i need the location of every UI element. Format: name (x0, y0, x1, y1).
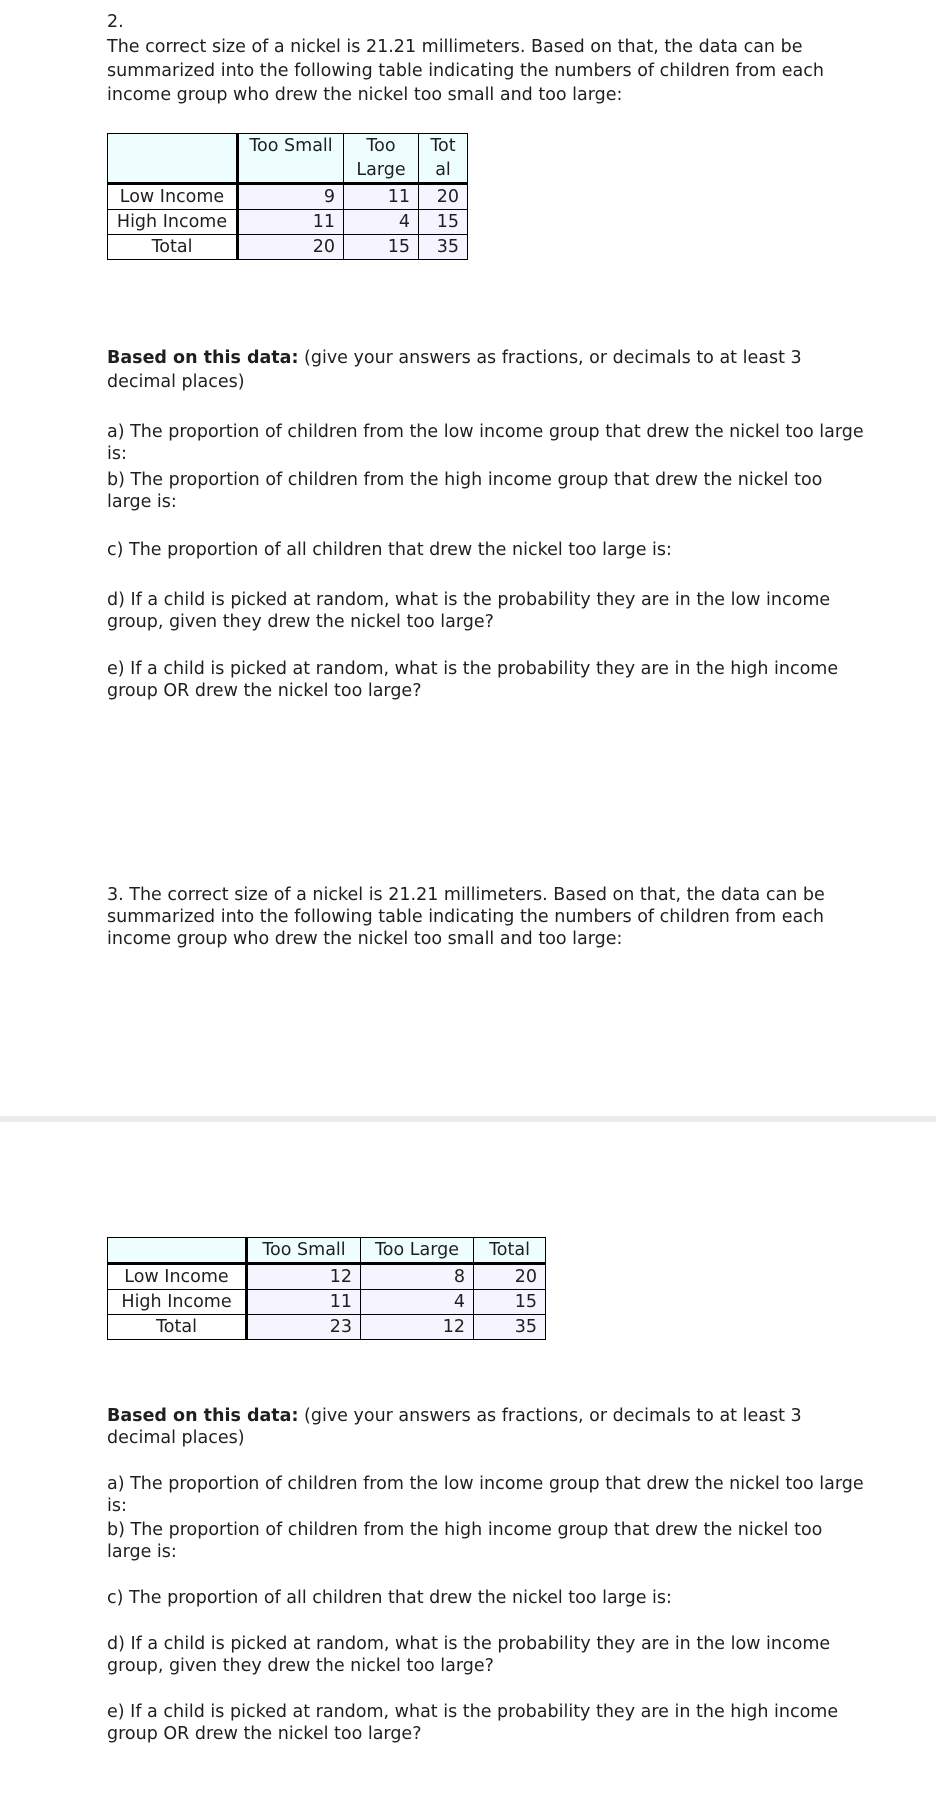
q3-header-too-small: Too Small (247, 1238, 361, 1264)
q2-row-high-income: High Income (108, 210, 238, 235)
q2-cell: 20 (419, 184, 468, 210)
q3-header-too-large: Too Large (361, 1238, 474, 1264)
q3-question-b: b) The proportion of children from the high income group that drew the nickel too large is: (107, 1520, 823, 1562)
q3-table (107, 1237, 546, 1340)
q2-header-too-large: Too Large (344, 134, 419, 184)
q2-instructions (107, 346, 867, 394)
q3-cell: 20 (474, 1264, 546, 1290)
q3-cell: 4 (361, 1290, 474, 1315)
q2-based-rest: (give your answers as fractions, or decimals to at least 3 decimal places) (107, 348, 802, 392)
q3-based-bold: Based on this data: (107, 1406, 299, 1426)
q3-row-low-income: Low Income (108, 1264, 247, 1290)
page-divider (0, 1116, 936, 1122)
q2-row-low-income: Low Income (108, 184, 238, 210)
q2-row-total: Total (108, 235, 238, 260)
q3-intro: 3. The correct size of a nickel is 21.21 millimeters. Based on that, the data can be summarized into the following table indicating the numbers of children from each income group who drew the nickel too small and too large: (107, 885, 825, 949)
q2-question-e: e) If a child is picked at random, what is the probability they are in the high income group OR drew the nickel too large? (107, 659, 839, 701)
q2-header-too-small: Too Small (238, 134, 344, 184)
q2-header-total: Total (419, 134, 468, 184)
q2-table-corner (108, 134, 238, 184)
q2-question-c: c) The proportion of all children that drew the nickel too large is: (107, 540, 672, 560)
q3-row-total: Total (108, 1315, 247, 1340)
q3-based-rest: (give your answers as fractions, or decimals to at least 3 decimal places) (107, 1406, 802, 1448)
q3-cell: 35 (474, 1315, 546, 1340)
q2-table (107, 133, 468, 260)
q3-cell: 12 (247, 1264, 361, 1290)
q2-cell: 4 (344, 210, 419, 235)
q3-cell: 11 (247, 1290, 361, 1315)
q3-question-d: d) If a child is picked at random, what is the probability they are in the low income group, given they drew the nickel too large? (107, 1634, 831, 1676)
q2-cell: 35 (419, 235, 468, 260)
q3-question-e: e) If a child is picked at random, what is the probability they are in the high income group OR drew the nickel too large? (107, 1702, 839, 1744)
q2-cell: 15 (419, 210, 468, 235)
q3-cell: 23 (247, 1315, 361, 1340)
q3-question-c: c) The proportion of all children that drew the nickel too large is: (107, 1588, 672, 1608)
q2-question-a: a) The proportion of children from the low income group that drew the nickel too large is: (107, 422, 864, 464)
q2-intro: The correct size of a nickel is 21.21 millimeters. Based on that, the data can be summarized into the following table indicating the numbers of children from each income group who drew the nickel too small and too large: (107, 37, 824, 105)
q2-question-d: d) If a child is picked at random, what is the probability they are in the low income group, given they drew the nickel too large? (107, 590, 831, 632)
q3-cell: 15 (474, 1290, 546, 1315)
q3-cell: 8 (361, 1264, 474, 1290)
q2-question-b: b) The proportion of children from the high income group that drew the nickel too large is: (107, 470, 823, 512)
q3-table-corner (108, 1238, 247, 1264)
q3-instructions (107, 1405, 867, 1449)
q3-question-a: a) The proportion of children from the low income group that drew the nickel too large is: (107, 1474, 864, 1516)
q2-cell: 9 (238, 184, 344, 210)
q3-header-total: Total (474, 1238, 546, 1264)
q3-cell: 12 (361, 1315, 474, 1340)
q3-row-high-income: High Income (108, 1290, 247, 1315)
q2-cell: 11 (344, 184, 419, 210)
q2-number: 2. (107, 12, 124, 32)
q2-cell: 11 (238, 210, 344, 235)
q2-based-bold: Based on this data: (107, 348, 299, 368)
q2-cell: 15 (344, 235, 419, 260)
q2-cell: 20 (238, 235, 344, 260)
